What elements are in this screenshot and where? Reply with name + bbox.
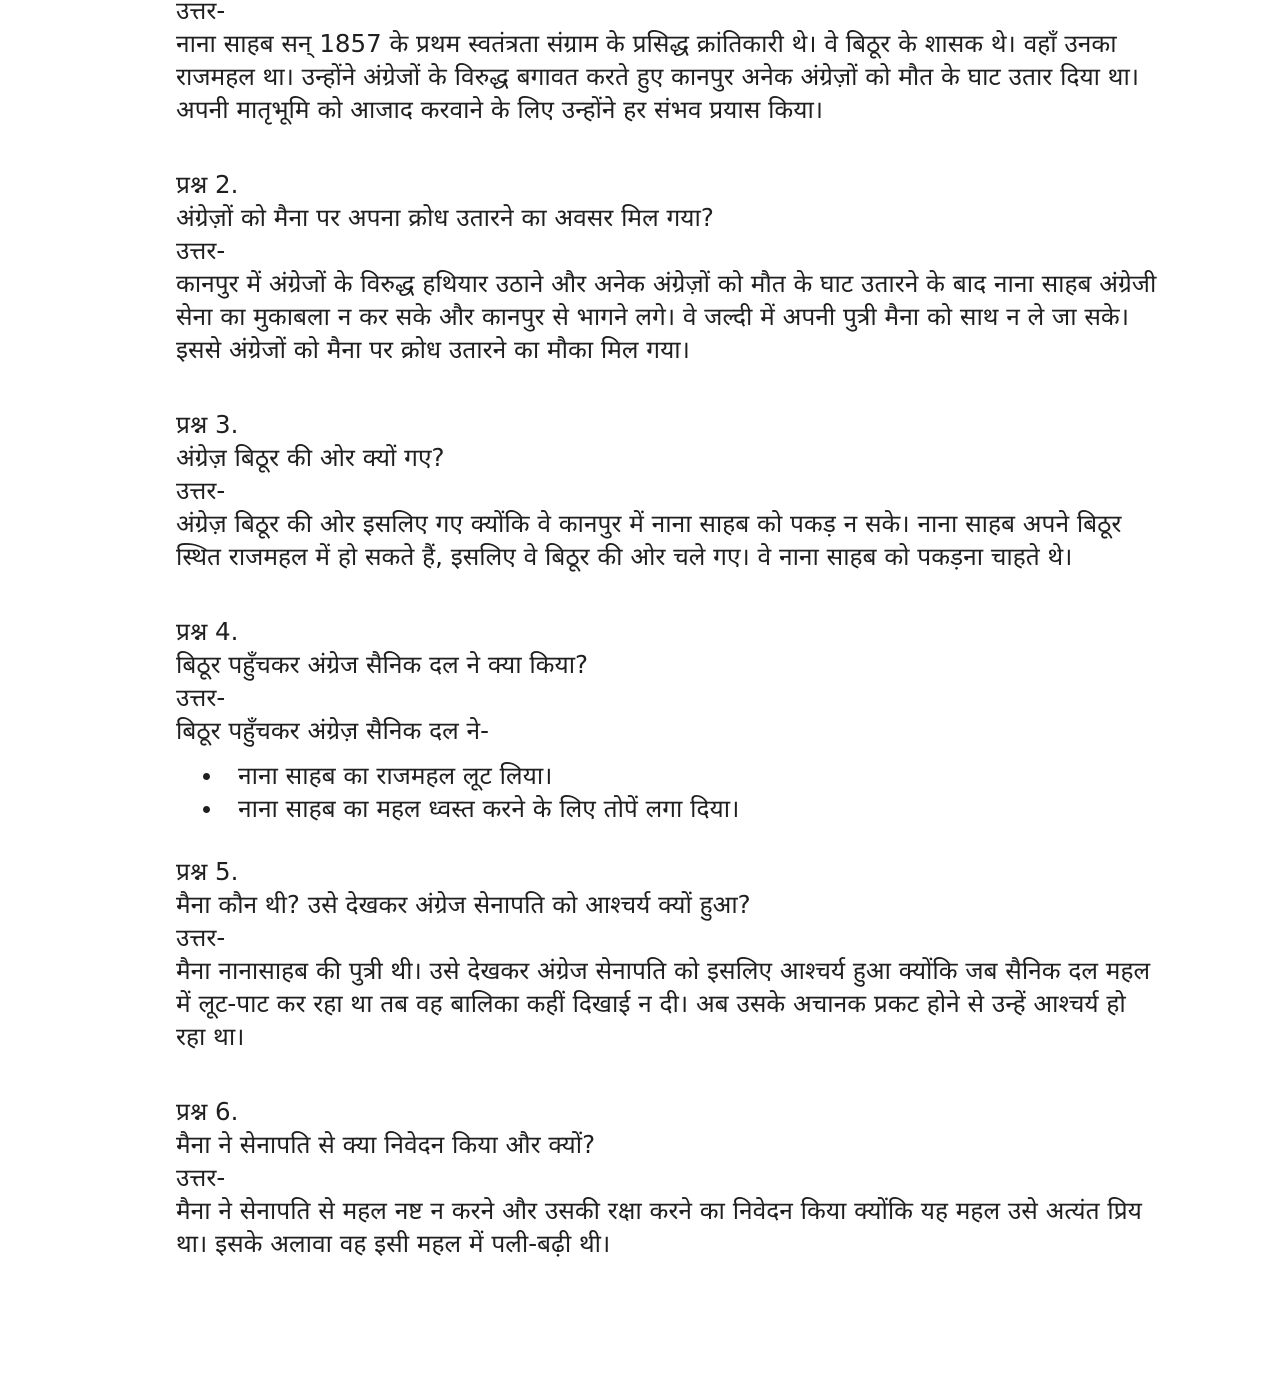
qa-block-6: [176, 1095, 1161, 1260]
list-item: [176, 792, 1161, 825]
qa-block-3: [176, 408, 1161, 573]
question-label: प्रश्न 4.: [176, 617, 239, 646]
qa-block-2: [176, 168, 1161, 366]
document-body: [176, 0, 1161, 1260]
qa-block-1: [176, 0, 1161, 126]
answer-label: उत्तर-: [176, 236, 226, 265]
answer-text: अंग्रेज़ बिठूर की ओर इसलिए गए क्योंकि वे कानपुर में नाना साहब को पकड़ न सके। नाना साहब अपने बिठूर स्थित राजमहल में हो सकते हैं, इसलिए वे बिठूर की ओर चले गए। वे नाना साहब को पकड़ना चाहते थे।: [176, 509, 1122, 571]
question-label: प्रश्न 2.: [176, 170, 239, 199]
question-text: अंग्रेज़ों को मैना पर अपना क्रोध उतारने का अवसर मिल गया?: [176, 203, 714, 232]
question-text: मैना कौन थी? उसे देखकर अंग्रेज सेनापति को आश्चर्य क्यों हुआ?: [176, 890, 751, 919]
qa-block-4: [176, 615, 1161, 825]
answer-label: उत्तर-: [176, 923, 226, 952]
answer-label: उत्तर-: [176, 476, 226, 505]
answer-label: उत्तर-: [176, 0, 226, 25]
question-label: प्रश्न 5.: [176, 857, 239, 886]
list-item: [176, 759, 1161, 792]
answer-text: नाना साहब सन् 1857 के प्रथम स्वतंत्रता संग्राम के प्रसिद्ध क्रांतिकारी थे। वे बिठूर के शासक थे। वहाँ उनका राजमहल था। उन्होंने अंग्रेजों के विरुद्ध बगावत करते हुए कानपुर अनेक अंग्रेज़ों को मौत के घाट उतार दिया था। अपनी मातृभूमि को आजाद करवाने के लिए उन्होंने हर संभव प्रयास किया।: [176, 29, 1140, 124]
question-text: अंग्रेज़ बिठूर की ओर क्यों गए?: [176, 443, 445, 472]
answer-text: कानपुर में अंग्रेजों के विरुद्ध हथियार उठाने और अनेक अंग्रेज़ों को मौत के घाट उतारने के बाद नाना साहब अंग्रेजी सेना का मुकाबला न कर सके और कानपुर से भागने लगे। वे जल्दी में अपनी पुत्री मैना को साथ न ले जा सके। इससे अंग्रेजों को मैना पर क्रोध उतारने का मौका मिल गया।: [176, 269, 1157, 364]
bullet-icon: [203, 806, 210, 813]
answer-label: उत्तर-: [176, 683, 226, 712]
question-label: प्रश्न 6.: [176, 1097, 239, 1126]
list-item-text: नाना साहब का महल ध्वस्त करने के लिए तोपें लगा दिया।: [238, 794, 740, 823]
bullet-icon: [203, 773, 210, 780]
answer-intro: बिठूर पहुँचकर अंग्रेज़ सैनिक दल ने-: [176, 716, 489, 745]
qa-block-5: [176, 855, 1161, 1053]
list-item-text: नाना साहब का राजमहल लूट लिया।: [238, 761, 553, 790]
question-text: बिठूर पहुँचकर अंग्रेज सैनिक दल ने क्या किया?: [176, 650, 589, 679]
answer-label: उत्तर-: [176, 1163, 226, 1192]
question-text: मैना ने सेनापति से क्या निवेदन किया और क्यों?: [176, 1130, 596, 1159]
answer-bullet-list: [176, 759, 1161, 825]
answer-text: मैना नानासाहब की पुत्री थी। उसे देखकर अंग्रेज सेनापति को इसलिए आश्चर्य हुआ क्योंकि जब सैनिक दल महल में लूट-पाट कर रहा था तब वह बालिका कहीं दिखाई न दी। अब उसके अचानक प्रकट होने से उन्हें आश्चर्य हो रहा था।: [176, 956, 1151, 1051]
question-label: प्रश्न 3.: [176, 410, 239, 439]
answer-text: मैना ने सेनापति से महल नष्ट न करने और उसकी रक्षा करने का निवेदन किया क्योंकि यह महल उसे अत्यंत प्रिय था। इसके अलावा वह इसी महल में पली-बढ़ी थी।: [176, 1196, 1142, 1258]
